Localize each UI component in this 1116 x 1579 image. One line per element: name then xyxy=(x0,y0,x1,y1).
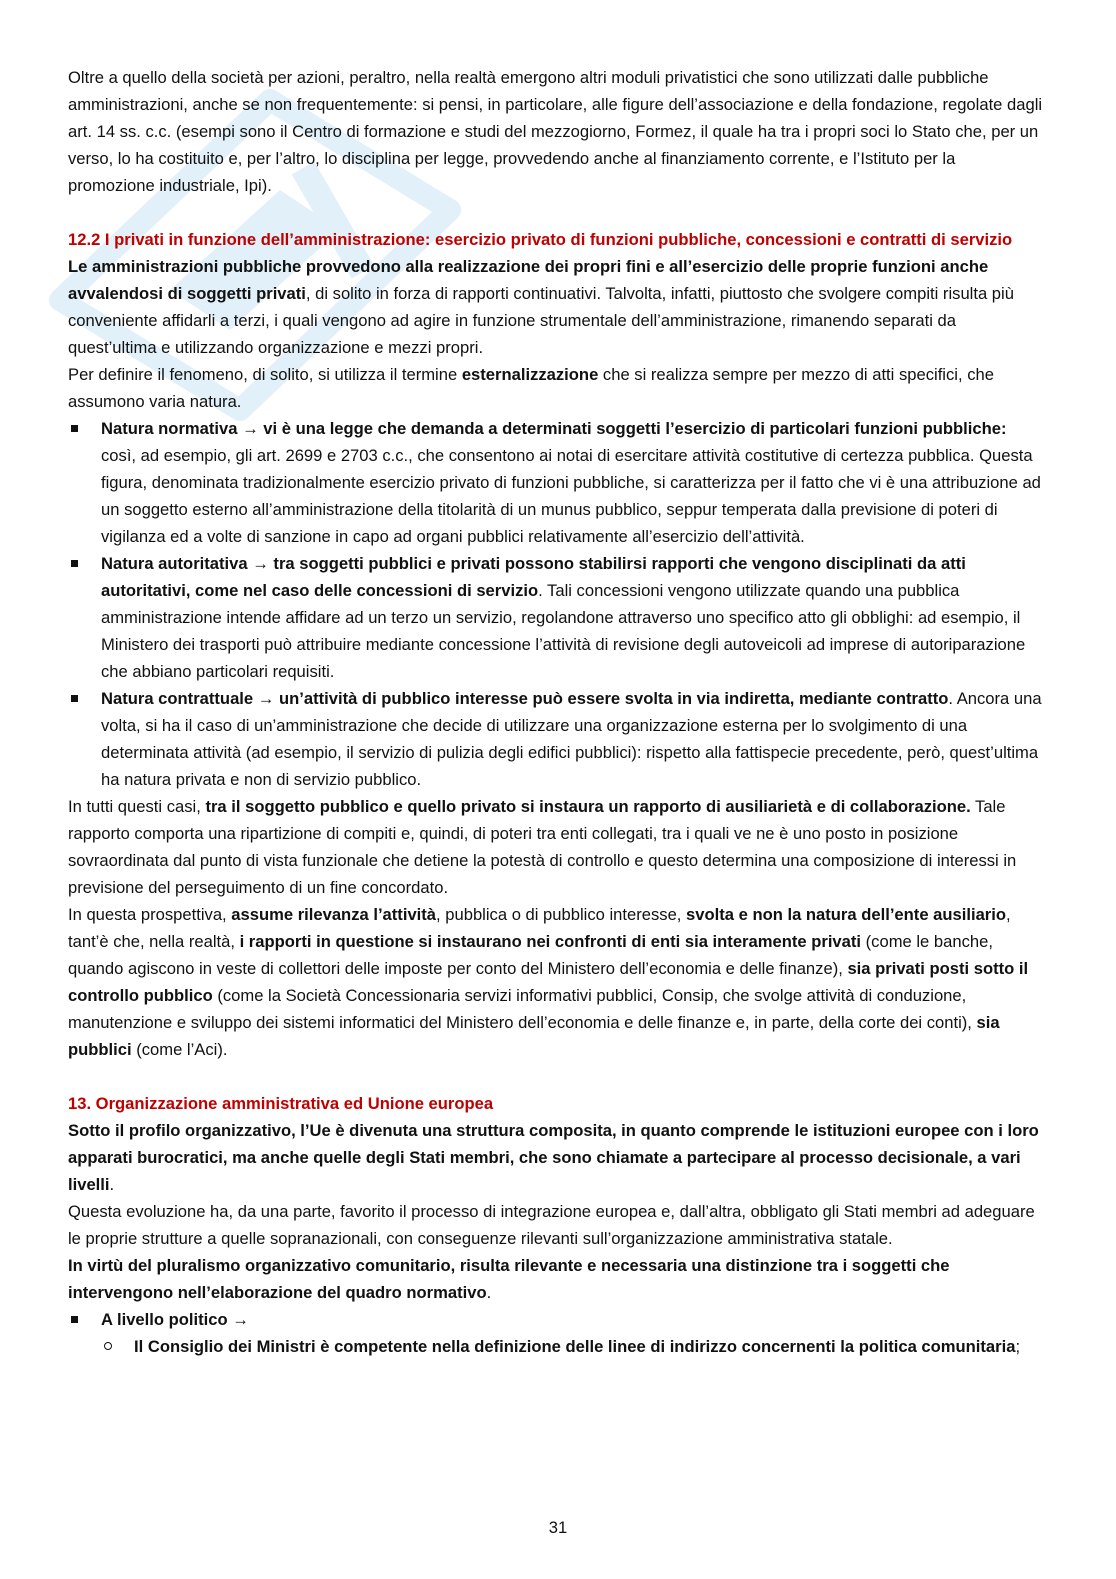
section-heading-12-2: 12.2 I privati in funzione dell’amministrazione: esercizio privato di funzioni pubbliche, concessioni e contratti di servizio xyxy=(68,230,1013,249)
paragraph: Sotto il profilo organizzativo, l’Ue è divenuta una struttura composita, in quanto comprende le istituzioni europee con i loro apparati burocratici, ma anche quelle degli Stati membri, che sono chiamate a partecipare al processo decisionale, a vari livelli. xyxy=(68,1121,1039,1194)
list-item: Natura autoritativa → tra soggetti pubblici e privati possono stabilirsi rapporti che vengono disciplinati da atti autoritativi, come nel caso delle concessioni di servizio. Tali concessioni vengono utilizzate quando una pubblica amministrazione intende affidare ad un terzo un servizio, regolandone attraverso uno specifico atto gli obblighi: ad esempio, il Ministero dei trasporti può attribuire mediante concessione l’attività di revisione degli autoveicoli ad imprese di autoriparazione che abbiano particolari requisiti. xyxy=(101,550,1044,685)
bullet-list xyxy=(68,415,1044,793)
paragraph: In virtù del pluralismo organizzativo comunitario, risulta rilevante e necessaria una distinzione tra i soggetti che intervengono nell’elaborazione del quadro normativo. xyxy=(68,1256,950,1302)
list-item: Natura contrattuale → un’attività di pubblico interesse può essere svolta in via indiretta, mediante contratto. Ancora una volta, si ha il caso di un’amministrazione che decide di utilizzare una organizzazione esterna per lo svolgimento di una determinata attività (ad esempio, il servizio di pulizia degli edifici pubblici): rispetto alla fattispecie precedente, però, quest’ultima ha natura privata e non di servizio pubblico. xyxy=(101,685,1044,793)
paragraph: Le amministrazioni pubbliche provvedono alla realizzazione dei propri fini e all’esercizio delle proprie funzioni anche avvalendosi di soggetti privati, di solito in forza di rapporti continuativi. Talvolta, infatti, piuttosto che svolgere compiti risulta più conveniente affidarli a terzi, i quali vengono ad agire in funzione strumentale dell’amministrazione, rimanendo separati da quest’ultima e utilizzando organizzazione e mezzi propri. xyxy=(68,257,1014,357)
sub-list-item: Il Consiglio dei Ministri è competente nella definizione delle linee di indirizzo concernenti la politica comunitaria; xyxy=(134,1333,1044,1360)
list-item: A livello politico → Il Consiglio dei Ministri è competente nella definizione delle linee di indirizzo concernenti la politica comunitaria; xyxy=(101,1306,1044,1360)
paragraph: In questa prospettiva, assume rilevanza l’attività, pubblica o di pubblico interesse, svolta e non la natura dell’ente ausiliario, tant’è che, nella realtà, i rapporti in questione si instaurano nei confronti di enti sia interamente privati (come le banche, quando agiscono in veste di collettori delle imposte per conto del Ministero dell’economia e delle finanze), sia privati posti sotto il controllo pubblico (come la Società Concessionaria servizi informativi pubblici, Consip, che svolge attività di conduzione, manutenzione e sviluppo dei sistemi informatici del Ministero dell’economia e delle finanze e, in parte, della corte dei conti), sia pubblici (come l’Aci). xyxy=(68,905,1029,1059)
list-item: Natura normativa → vi è una legge che demanda a determinati soggetti l’esercizio di particolari funzioni pubbliche: così, ad esempio, gli art. 2699 e 2703 c.c., che consentono ai notai di esercitare attività costitutive di certezza pubblica. Questa figura, denominata tradizionalmente esercizio privato di funzioni pubbliche, si caratterizza per il fatto che vi è una attribuzione ad un soggetto esterno all’amministrazione della titolarità di un munus pubblico, seppur temperata dalla previsione di poteri di vigilanza ed a volte di sanzione in capo ad organi pubblici relativamente all’esercizio dell’attività. xyxy=(101,415,1044,550)
page-number: 31 xyxy=(548,1518,568,1537)
intro-paragraph: Oltre a quello della società per azioni, peraltro, nella realtà emergono altri moduli privatistici che sono utilizzati dalle pubbliche amministrazioni, anche se non frequentemente: si pensi, in particolare, alle figure dell’associazione e della fondazione, regolate dagli art. 14 ss. c.c. (esempi sono il Centro di formazione e studi del mezzogiorno, Formez, il quale ha tra i propri soci lo Stato che, per un verso, lo ha costituito e, per l’altro, lo disciplina per legge, provvedendo anche al finanziamento corrente, e l’Istituto per la promozione industriale, Ipi). xyxy=(68,68,1043,195)
paragraph: Per definire il fenomeno, di solito, si utilizza il termine esternalizzazione che si realizza sempre per mezzo di atti specifici, che assumono varia natura. xyxy=(68,365,994,411)
paragraph: In tutti questi casi, tra il soggetto pubblico e quello privato si instaura un rapporto di ausiliarietà e di collaborazione. Tale rapporto comporta una ripartizione di compiti e, quindi, di poteri tra enti collegati, tra i quali ve ne è uno posto in posizione sovraordinata dal punto di vista funzionale che detiene la potestà di controllo e questo determina una composizione di interessi in previsione del perseguimento di un fine concordato. xyxy=(68,797,1017,897)
sub-list xyxy=(101,1333,1044,1360)
document-page xyxy=(68,64,1044,1360)
paragraph: Questa evoluzione ha, da una parte, favorito il processo di integrazione europea e, dall’altra, obbligato gli Stati membri ad adeguare le proprie strutture a quelle sopranazionali, con conseguenze rilevanti sull’organizzazione amministrativa statale. xyxy=(68,1202,1035,1248)
section-heading-13: 13. Organizzazione amministrativa ed Unione europea xyxy=(68,1094,494,1113)
bullet-list xyxy=(68,1306,1044,1360)
